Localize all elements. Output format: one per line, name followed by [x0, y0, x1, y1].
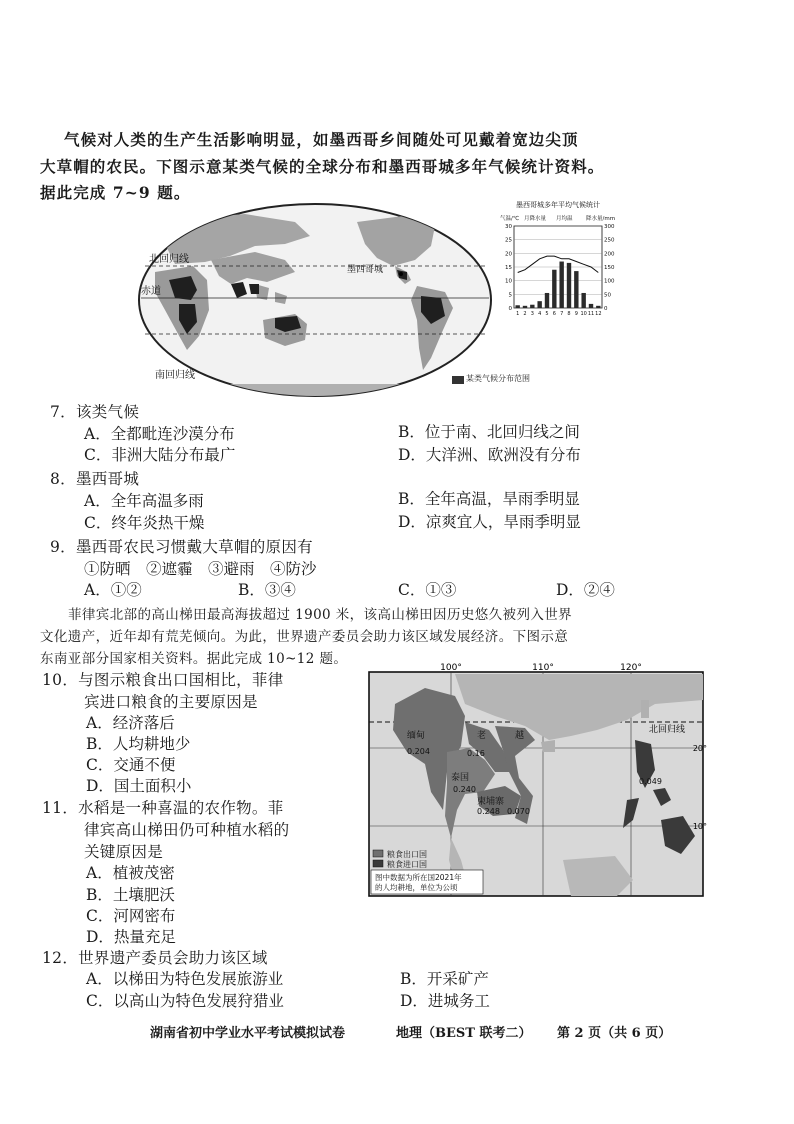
climate-left-tick: 25: [505, 237, 512, 244]
q10-option-d: D．国土面积小: [86, 777, 192, 795]
q9-option-a: A．①②: [84, 581, 142, 599]
south-tropic-label: 南回归线: [155, 370, 195, 381]
lat-label-10: 10°: [692, 822, 707, 831]
precip-bar: [567, 263, 571, 308]
q12-option-c: C．以高山为特色发展狩猎业: [86, 992, 284, 1010]
cambodia-label: 柬埔寨: [477, 797, 505, 807]
climate-right-tick: 200: [604, 251, 615, 258]
q11-option-d: D．热量充足: [86, 928, 176, 946]
q11-option-a: A．植被茂密: [86, 864, 175, 882]
climate-left-tick: 10: [505, 278, 512, 285]
q8-option-a: A．全年高温多雨: [84, 492, 204, 510]
vietnam-label: 越: [515, 731, 525, 741]
footer-subject: 地理（BEST 联考二）: [396, 1026, 532, 1041]
mexico-city-marker: [399, 272, 403, 276]
climate-x-tick: 3: [530, 311, 534, 317]
climate-x-tick: 9: [574, 311, 578, 317]
q11-stem-line3: 关键原因是: [84, 843, 164, 861]
q7-option-d: D．大洋洲、欧洲没有分布: [398, 446, 581, 464]
thailand-value: 0.240: [453, 785, 476, 794]
climate-left-tick: 5: [508, 292, 512, 299]
q10-stem-line1: 10．与图示粮食出口国相比，菲律: [42, 671, 284, 689]
q11-option-c: C．河网密布: [86, 907, 176, 925]
climate-right-tick: 0: [604, 306, 608, 312]
legend-precip-label: 月降水量: [524, 216, 547, 222]
mexico-city-label: 墨西哥城: [346, 265, 383, 275]
north-tropic-label: 北回归线: [149, 254, 189, 265]
q8-option-c: C．终年炎热干燥: [84, 514, 205, 532]
q9-option-c: C．①③: [398, 581, 457, 599]
climate-chart-title: 墨西哥城多年平均气候统计: [516, 201, 600, 209]
climate-x-tick: 6: [552, 311, 556, 317]
climate-right-tick: 250: [604, 237, 615, 244]
lon-label-120: 120°: [620, 663, 642, 673]
climate-x-tick: 10: [580, 311, 587, 317]
precip-bar: [596, 306, 600, 308]
precip-bar: [559, 262, 563, 308]
q10-option-c: C．交通不便: [86, 756, 176, 774]
intro2-line2: 文化遗产，近年却有荒芜倾向。为此，世界遗产委员会助力该区域发展经济。下图示意: [40, 629, 569, 645]
equator-label: 赤道: [141, 286, 161, 297]
legend-export-swatch: [373, 850, 383, 857]
legend-temp-label: 月均温: [556, 216, 573, 222]
climate-x-tick: 12: [595, 311, 602, 317]
q12-option-a: A．以梯田为特色发展旅游业: [86, 970, 284, 988]
q12-option-d: D．进城务工: [400, 992, 490, 1010]
q11-stem-line1: 11．水稻是一种喜温的农作物。菲: [42, 799, 284, 817]
climate-x-tick: 4: [538, 311, 542, 317]
q9-option-d: D．②④: [556, 581, 615, 599]
q8-option-d: D．凉爽宜人，旱雨季明显: [398, 513, 581, 531]
q7-option-b: B．位于南、北回归线之间: [398, 423, 580, 441]
intro2-line1: 菲律宾北部的高山梯田最高海拔超过 1900 米，该高山梯田因历史悠久被列入世界: [68, 607, 573, 623]
world-map-legend-label: 某类气候分布范围: [466, 374, 530, 383]
sea-tropic-label: 北回归线: [649, 725, 686, 735]
q7-stem: 7．该类气候: [50, 403, 140, 421]
precip-bar: [545, 293, 549, 308]
precip-bar: [537, 301, 541, 308]
myanmar-value: 0.204: [407, 747, 430, 756]
map-note-line1: 图中数据为所在国2021年: [375, 873, 462, 882]
precip-bar: [581, 293, 585, 308]
climate-x-tick: 2: [523, 311, 527, 317]
lat-label-20: 20°: [692, 744, 707, 753]
climate-plot: [505, 224, 615, 317]
q8-stem: 8．墨西哥城: [50, 470, 140, 488]
intro1-line1: 气候对人类的生产生活影响明显，如墨西哥乡间随处可见戴着宽边尖顶: [64, 130, 579, 149]
world-climate-map: [135, 200, 495, 400]
climate-x-tick: 5: [545, 311, 549, 317]
precip-bar: [523, 306, 527, 308]
footer-exam-name: 湖南省初中学业水平考试模拟试卷: [150, 1026, 346, 1041]
q9-stem: 9．墨西哥农民习惯戴大草帽的原因有: [50, 538, 313, 556]
laos-label: 老: [477, 731, 487, 741]
legend-import-swatch: [373, 860, 383, 867]
precip-bar: [530, 305, 534, 308]
q11-option-b: B．土壤肥沃: [86, 886, 175, 904]
q7-option-a: A．全都毗连沙漠分布: [84, 425, 235, 443]
world-map-legend-swatch: [452, 376, 464, 384]
legend-import-label: 粮食进口国: [387, 860, 427, 869]
climate-chart: [498, 198, 618, 320]
climate-x-tick: 8: [567, 311, 571, 317]
lon-label-100: 100°: [440, 663, 462, 673]
q9-items: ①防晒 ②遮霾 ③避雨 ④防沙: [84, 560, 317, 578]
climate-x-tick: 11: [587, 311, 595, 317]
precip-bar: [574, 271, 578, 308]
intro1-line3: 据此完成 7~9 题。: [40, 183, 191, 202]
cambodia-value: 0.248: [477, 807, 500, 816]
q7-option-c: C．非洲大陆分布最广: [84, 446, 236, 464]
climate-x-tick: 7: [560, 311, 564, 317]
q12-stem: 12．世界遗产委员会助力该区域: [42, 949, 268, 967]
q8-option-b: B．全年高温，旱雨季明显: [398, 490, 580, 508]
climate-right-tick: 300: [604, 224, 615, 230]
laos-value: 0.16: [467, 749, 485, 758]
thailand-label: 泰国: [451, 773, 470, 783]
climate-left-tick: 30: [505, 224, 512, 230]
climate-left-tick: 20: [505, 251, 512, 258]
right-axis-unit: 降水量/mm: [586, 216, 616, 222]
precip-bar: [589, 304, 593, 308]
q12-option-b: B．开采矿产: [400, 970, 489, 988]
q10-option-a: A．经济落后: [86, 714, 175, 732]
myanmar-label: 缅甸: [407, 731, 426, 741]
climate-left-tick: 15: [505, 265, 512, 271]
climate-right-tick: 100: [604, 278, 615, 285]
q11-stem-line2: 律宾高山梯田仍可种植水稻的: [84, 821, 290, 839]
temperature-line: [518, 256, 599, 272]
left-axis-unit: 气温/℃: [500, 216, 520, 222]
map-note-line2: 的人均耕地，单位为公顷: [375, 883, 458, 892]
southeast-asia-map: [365, 660, 711, 900]
intro1-line2: 大草帽的农民。下图示意某类气候的全球分布和墨西哥城多年气候统计资料。: [40, 157, 605, 176]
climate-x-tick: 1: [516, 311, 520, 317]
footer-page: 第 2 页（共 6 页）: [557, 1026, 672, 1041]
climate-right-tick: 50: [604, 292, 611, 299]
q10-stem-line2: 宾进口粮食的主要原因是: [84, 693, 258, 711]
intro2-line3: 东南亚部分国家相关资料。据此完成 10~12 题。: [40, 651, 348, 667]
climate-right-tick: 150: [604, 265, 615, 271]
climate-left-tick: 0: [508, 306, 512, 312]
precip-bar: [515, 305, 519, 308]
legend-export-label: 粮食出口国: [387, 850, 427, 859]
q9-option-b: B．③④: [238, 581, 296, 599]
philippines-value: 0.049: [639, 777, 662, 786]
q10-option-b: B．人均耕地少: [86, 735, 191, 753]
precip-bar: [552, 270, 556, 308]
lon-label-110: 110°: [532, 663, 554, 673]
vietnam-value: 0.070: [507, 807, 530, 816]
